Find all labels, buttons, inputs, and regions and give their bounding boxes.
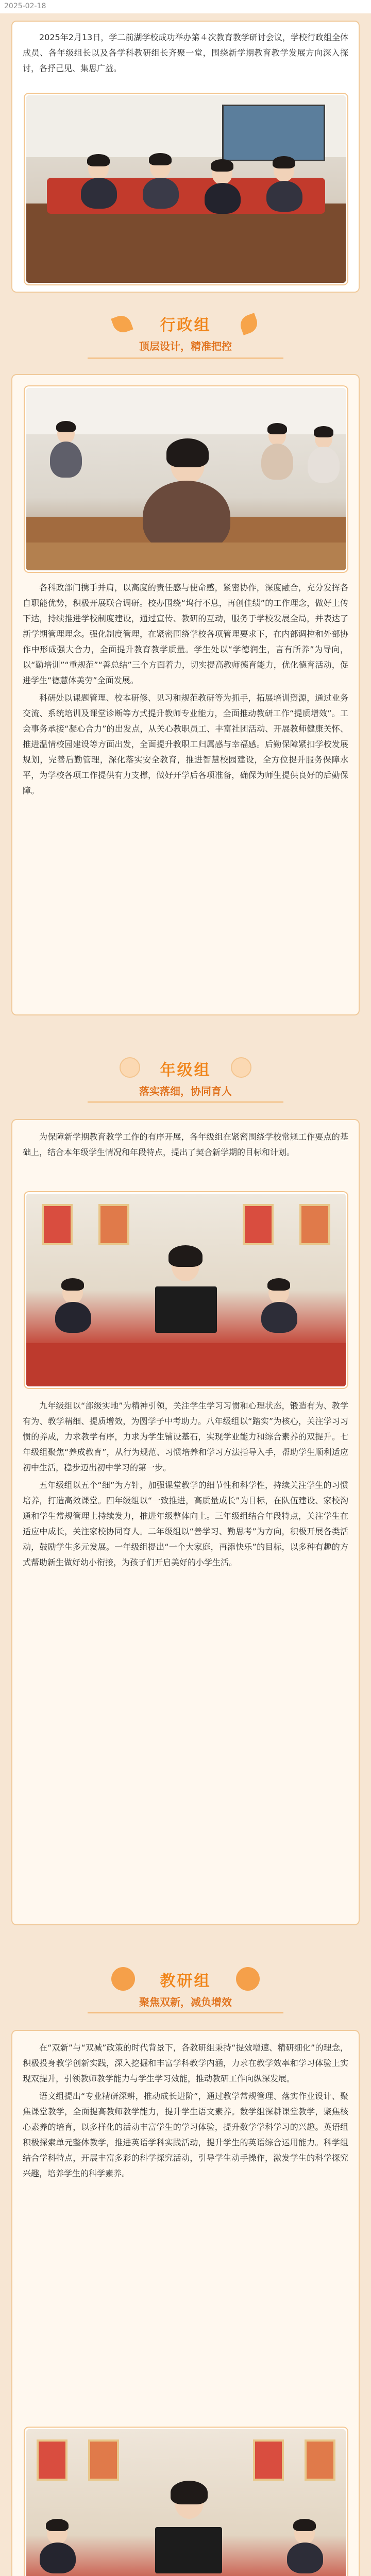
section-2-panel xyxy=(11,1119,360,1925)
section-subtitle: 顶层设计，精准把控 xyxy=(139,340,232,352)
divider xyxy=(88,2012,283,2013)
intro-text-box xyxy=(23,30,348,76)
section-3-header xyxy=(0,1961,371,2018)
section-2-paragraph: 九年级组以“部级实地”为精神引领，关注学生学习习惯和心理状态，锻造有为、教学有为、教学精细、提质增效，为圆学子中考助力。八年级组以“踏实”为核心，关注学习习惯的养成，力求教学有序，力求为学生铺设基石，实现学业能力和综合素养的双提升。七年级组聚焦“养成教育”，从行为规范、习惯培养和学习方法指导入手，帮助学生顺利适应初中生活，稳步迈出初中学习的第一步。 xyxy=(23,1401,348,1472)
section-1-photo xyxy=(25,386,347,572)
section-2-paragraph: 五年级组以五个“细”为方针，加强课堂教学的细节性和科学性，持续关注学生的习惯培养，打造高效课堂。四年级组以“一致推进，高质量成长”为目标，在队伍建设、家校沟通和学生常规管理上持续发力，推进年级整体向上。三年级组结合年段特点，关注学生在适应中成长，关注家校协同育人。二年级组以“善学习、勤思考”为方向，积极开展各类活动，鼓励学生多元发展。一年级组提出“一个大家庭，再添快乐”的目标，以多种有趣的方式帮助新生做好幼小衔接，为孩子们开启美好的小学生活。 xyxy=(23,1480,348,1567)
section-3-paragraph: 语文组提出“专业精研深耕，推动成长进阶”，通过教学常规管理、落实作业设计、聚焦课堂教学，全面提高教师教学能力，提升学生语文素养。数学组深耕课堂教学，聚焦核心素养的培育，以多样化的活动丰富学生的学习体验，提升数学学科学习的兴趣。英语组积极探索单元整体教学，推进英语学科实践活动，提升学生的英语综合运用能力。科学组结合学科特点，开展丰富多彩的科学探究活动，引导学生动手操作，激发学生的科学探究兴趣，培养学生的科学素养。 xyxy=(23,2091,348,2178)
section-3-text-intro xyxy=(23,2040,348,2181)
section-1-header xyxy=(0,302,371,364)
section-1-paragraph: 科研处以课题管理、校本研修、见习和规范教研等为抓手，拓展培训资源，通过业务交流、系统培训及课堂诊断等方式提升教师专业能力，全面推动教研工作“提质增效”。工会事务承接“凝心合力”的出发点，从关心教职员工、丰富社团活动、开展教师健康关怀、推进温情校园建设等方面出发，全面提升教职工归属感与幸福感。后勤保障紧扣学校发展规划，完善后勤管理，深化落实安全教育，推进智慧校园建设，全方位提升服务保障水平，为学校各项工作提供有力支撑，做好开学后各项准备，确保为师生提供良好的后勤保障。 xyxy=(23,693,348,795)
section-3-panel xyxy=(11,2030,360,2576)
section-subtitle: 聚焦双新，减负增效 xyxy=(139,1996,232,2008)
section-1-paragraph: 各科政部门携手并肩，以高度的责任感与使命感，紧密协作，深度融合，充分发挥各自职能优势，积极开展联合调研。校办围绕“坞行不息，再创佳绩”的工作理念，做好上传下达，持续推进学校制度建设，通过宣传、教研的互动，服务于学校发展全局，并表达了新学期管理理念。强化制度管理，在紧密围绕学校各项管理要求下，在内部调控和外部协作中形成强大合力，全面提升教育教学质量。学生处以“学德润生，言有所养”为导向，以“勤培训”“重规范”“善总结”三个方面着力，切实提高教师德育能力，优化德育活动，促进学生“德慧体美劳”全面发展。 xyxy=(23,583,348,685)
section-title: 教研组 xyxy=(160,1972,211,1990)
intro-paragraph: 2025年2月13日，学二前湖学校成功举办第４次教育教学研讨会议，学校行政组全体成员、各年级组长以及各学科教研组长齐聚一堂，围绕新学期教育教学发展方向深入探讨，各抒己见、集思广益。 xyxy=(23,32,348,73)
section-2-text xyxy=(23,1398,348,1570)
section-2-text-intro xyxy=(23,1129,348,1160)
section-2-photo xyxy=(25,1192,347,1388)
publish-date: 2025-02-18 xyxy=(0,0,371,13)
section-2-header xyxy=(0,1050,371,1107)
section-3-paragraph: 在“双新”与“双减”政策的时代背景下，各教研组秉持“提效增速、精研细化”的理念，积极投身教学创新实践，深入挖掘和丰富学科教学内涵，力求在教学效率和学习体验上实现双提升，引领教师教学能力与学生学习效能，推动教研工作向纵深发展。 xyxy=(23,2043,348,2083)
intro-photo xyxy=(25,94,347,284)
section-subtitle: 落实落细，协同育人 xyxy=(139,1085,232,1097)
divider xyxy=(88,1101,283,1103)
section-2-paragraph: 为保障新学期教育教学工作的有序开展，各年级组在紧密围绕学校常规工作要点的基础上，结合本年级学生情况和年段特点，提出了契合新学期的目标和计划。 xyxy=(23,1132,348,1157)
divider xyxy=(88,358,283,359)
section-3-photo xyxy=(25,2428,347,2576)
section-1-text xyxy=(23,580,348,799)
section-1-panel xyxy=(11,374,360,1015)
section-title: 年级组 xyxy=(160,1061,211,1079)
section-title: 行政组 xyxy=(160,316,211,334)
intro-panel xyxy=(11,21,360,293)
